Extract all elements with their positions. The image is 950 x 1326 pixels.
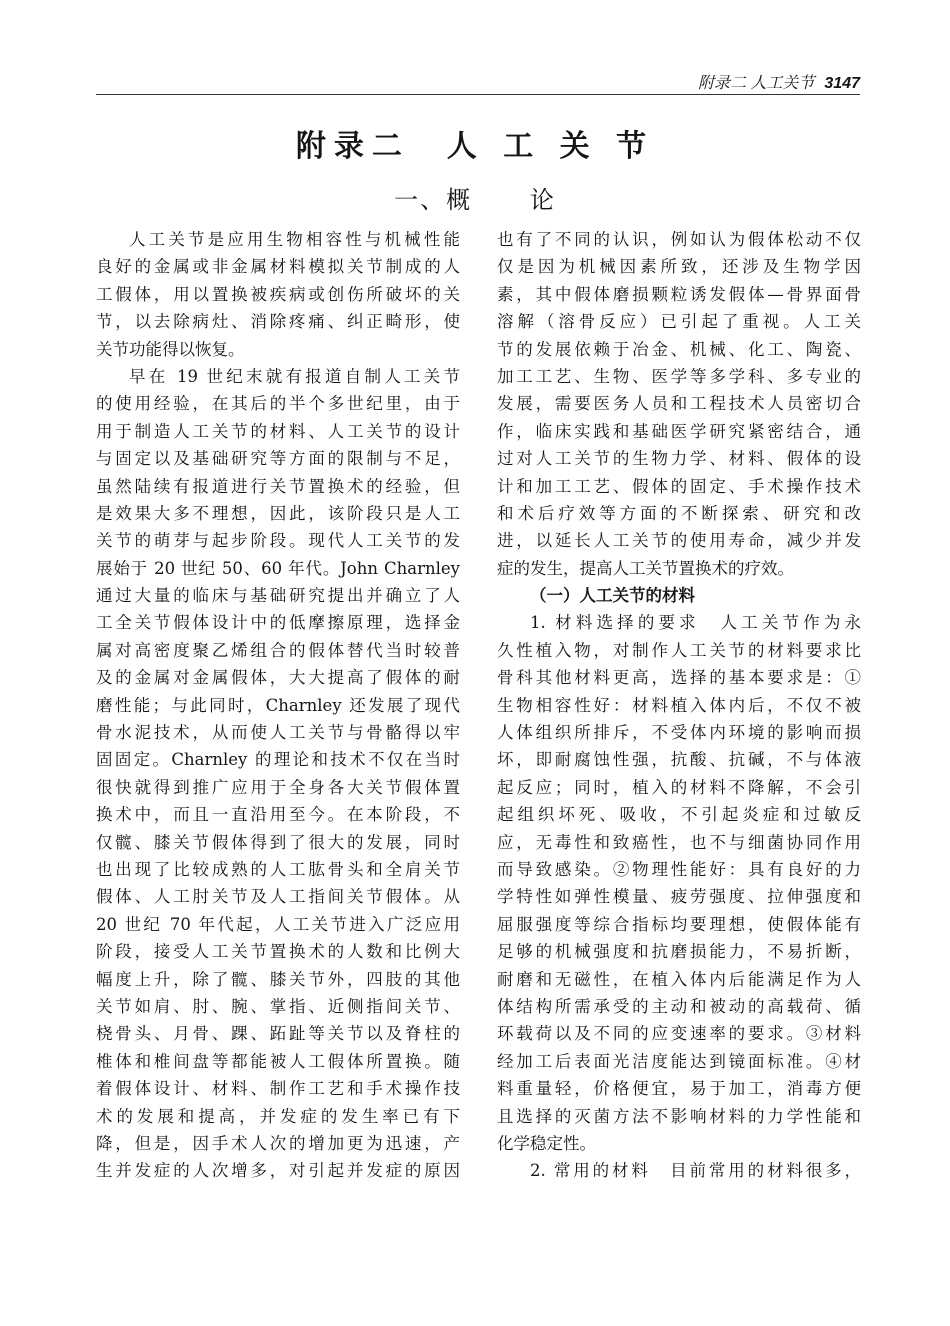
running-head (698, 70, 860, 93)
text-line: 1. 材料选择的要求 人工关节作为永 (530, 613, 861, 633)
text-line: 发展，需要医务人员和工程技术人员密切合 (497, 394, 861, 414)
text-line: 换术中，而且一直沿用至今。在本阶段，不 (96, 805, 460, 825)
text-line: 体结构所需承受的主动和被动的高载荷、循 (497, 996, 861, 1016)
text-line: 起反应；同时，植入的材料不降解，不会引 (497, 777, 861, 797)
text-line: 固固定。Charnley 的理论和技术不仅在当时 (96, 750, 460, 770)
text-line: 节，以去除病灶、消除疼痛、纠正畸形，使 (96, 312, 460, 332)
text-line: 用于制造人工关节的材料、人工关节的设计 (96, 421, 460, 441)
text-line: 骨科其他材料更高，选择的基本要求是：① (497, 668, 861, 688)
text-line: 过对人工关节的生物力学、材料、假体的设 (497, 449, 861, 469)
text-line: 桡骨头、月骨、踝、跖趾等关节以及脊柱的 (96, 1024, 460, 1044)
text-line: 坏，即耐腐蚀性强，抗酸、抗碱，不与体液 (497, 750, 861, 770)
text-line: 足够的机械强度和抗磨损能力，不易折断， (497, 942, 861, 962)
text-line: 骨水泥技术，从而使人工关节与骨骼得以牢 (96, 723, 460, 743)
text-line: 着假体设计、材料、制作工艺和手术操作技 (96, 1079, 460, 1099)
text-line: 仅髋、膝关节假体得到了很大的发展，同时 (96, 832, 460, 852)
text-line: 也出现了比较成熟的人工肱骨头和全肩关节 (96, 859, 460, 879)
text-line: 人体组织所排斥，不受体内环境的影响而损 (497, 723, 861, 743)
text-line: 关节功能得以恢复。 (96, 339, 245, 359)
text-line: 的使用经验，在其后的半个多世纪里，由于 (96, 394, 460, 414)
text-line: 虽然陆续有报道进行关节置换术的经验，但 (96, 476, 460, 496)
text-line: 生并发症的人次增多，对引起并发症的原因 (96, 1161, 460, 1181)
text-line: 工全关节假体设计中的低摩擦原理，选择金 (96, 613, 460, 633)
text-line: 术的发展和提高，并发症的发生率已有下 (96, 1106, 460, 1126)
page-number: 3147 (824, 75, 860, 92)
text-line: 起组织坏死、吸收，不引起炎症和过敏反 (497, 805, 861, 825)
text-line: 降，但是，因手术人次的增加更为迅速，产 (96, 1133, 460, 1153)
text-line: 屈服强度等综合指标均要理想，使假体能有 (497, 914, 861, 934)
text-line: 耐磨和无磁性，在植入体内后能满足作为人 (497, 969, 861, 989)
text-line: 仅是因为机械因素所致，还涉及生物学因 (497, 257, 861, 277)
running-title: 附录二 人工关节 (697, 75, 815, 92)
text-line: 很快就得到推广应用于全身各大关节假体置 (96, 777, 460, 797)
text-line: 症的发生，提高人工关节置换术的疗效。 (497, 558, 794, 578)
text-line: 2. 常用的材料 目前常用的材料很多， (530, 1161, 861, 1181)
text-line: 进，以延长人工关节的使用寿命，减少并发 (497, 531, 861, 551)
text-line: 而导致感染。②物理性能好：具有良好的力 (497, 859, 861, 879)
text-line: 久性植入物，对制作人工关节的材料要求比 (497, 640, 861, 660)
text-line: 属对高密度聚乙烯组合的假体替代当时较普 (96, 640, 460, 660)
text-line: 早在 19 世纪末就有报道自制人工关节 (129, 366, 460, 386)
text-line: 通过大量的临床与基础研究提出并确立了人 (96, 586, 460, 606)
text-line: 加工工艺、生物、医学等多学科、多专业的 (497, 366, 861, 386)
text-line: 计和加工工艺、假体的固定、手术操作技术 (497, 476, 861, 496)
text-line: 也有了不同的认识，例如认为假体松动不仅 (497, 230, 861, 249)
text-line: 素，其中假体磨损颗粒诱发假体—骨界面骨 (497, 284, 861, 304)
text-line: 经加工后表面光洁度能达到镜面标准。④材 (497, 1051, 861, 1071)
text-line: 是效果大多不理想，因此，该阶段只是人工 (96, 503, 460, 523)
text-line: 且选择的灭菌方法不影响材料的力学性能和 (497, 1106, 861, 1126)
text-line: 幅度上升，除了髋、膝关节外，四肢的其他 (96, 969, 460, 989)
text-line: 工假体，用以置换被疾病或创伤所破坏的关 (96, 284, 460, 304)
text-line: 磨性能；与此同时，Charnley 还发展了现代 (96, 695, 460, 715)
text-line: 节的发展依赖于冶金、机械、化工、陶瓷、 (497, 339, 861, 359)
text-line: 展始于 20 世纪 50、60 年代。John Charnley (96, 558, 460, 578)
text-line: 人工关节是应用生物相容性与机械性能 (129, 230, 460, 249)
text-line: 关节如肩、肘、腕、掌指、近侧指间关节、 (96, 996, 460, 1016)
text-line: 椎体和椎间盘等都能被人工假体所置换。随 (96, 1051, 460, 1071)
text-line: 与固定以及基础研究等方面的限制与不足， (96, 449, 460, 469)
text-line: 20 世纪 70 年代起，人工关节进入广泛应用 (96, 914, 460, 934)
text-line: 应，无毒性和致癌性，也不与细菌协同作用 (497, 832, 861, 852)
subsection-heading: （一）人工关节的材料 (530, 586, 695, 606)
text-line: 及的金属对金属假体，大大提高了假体的耐 (96, 668, 460, 688)
text-line: 良好的金属或非金属材料模拟关节制成的人 (96, 257, 460, 277)
section-title: 一、概 论 (394, 186, 556, 214)
text-line: 关节的萌芽与起步阶段。现代人工关节的发 (96, 531, 460, 551)
text-line: 和术后疗效等方面的不断探索、研究和改 (497, 503, 861, 523)
text-line: 化学稳定性。 (497, 1133, 596, 1153)
text-line: 环载荷以及不同的应变速率的要求。③材料 (497, 1024, 861, 1044)
text-line: 学特性如弹性模量、疲劳强度、拉伸强度和 (497, 887, 861, 907)
text-line: 假体、人工肘关节及人工指间关节假体。从 (96, 887, 460, 907)
text-line: 料重量轻，价格便宜，易于加工，消毒方便 (497, 1079, 861, 1099)
text-line: 生物相容性好：材料植入体内后，不仅不被 (497, 695, 861, 715)
text-line: 作，临床实践和基础医学研究紧密结合，通 (497, 421, 861, 441)
page-title: 附录二 人 工 关 节 (295, 129, 655, 164)
running-header (96, 70, 860, 95)
right-column (497, 226, 861, 1185)
text-line: 溶解（溶骨反应）已引起了重视。人工关 (497, 312, 861, 332)
left-column (96, 226, 460, 1185)
text-line: 阶段，接受人工关节置换术的人数和比例大 (96, 942, 460, 962)
